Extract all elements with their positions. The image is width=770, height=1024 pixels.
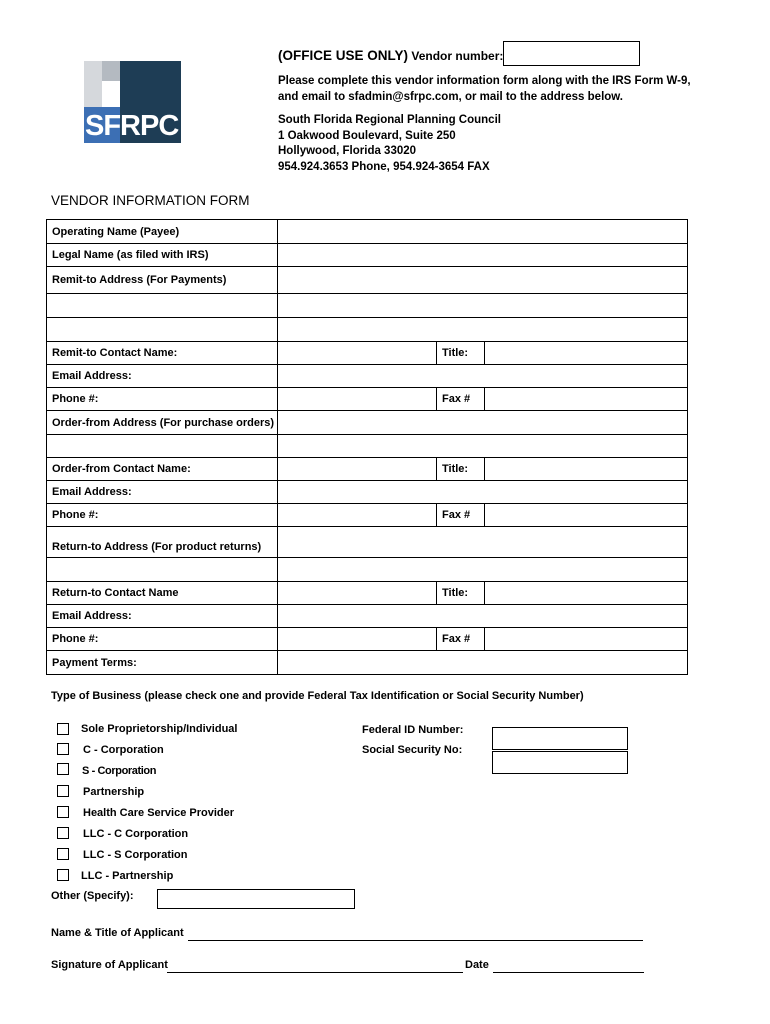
legal-name-field[interactable] bbox=[278, 244, 688, 267]
other-specify-label: Other (Specify): bbox=[51, 890, 134, 902]
return-title-field[interactable] bbox=[485, 582, 688, 605]
row-remit-email bbox=[47, 365, 688, 388]
remit-contact-label: Remit-to Contact Name: bbox=[47, 342, 278, 365]
return-fax-field[interactable] bbox=[485, 628, 688, 651]
option-llc-c-corporation: LLC - C Corporation bbox=[83, 828, 189, 840]
org-address-1: 1 Oakwood Boulevard, Suite 250 bbox=[278, 130, 456, 142]
row-remit-address-2 bbox=[47, 294, 688, 318]
option-s-corporation: S - Corporation bbox=[82, 765, 157, 777]
remit-address-label: Remit-to Address (For Payments) bbox=[47, 267, 278, 294]
option-sole-proprietorship: Sole Proprietorship/Individual bbox=[81, 723, 238, 735]
office-use-only: (OFFICE USE ONLY) bbox=[278, 48, 409, 63]
business-type-heading: Type of Business (please check one and provide Federal Tax Identification or Social Security Number) bbox=[51, 690, 584, 702]
remit-address-field[interactable] bbox=[278, 267, 688, 294]
instructions-line-1: Please complete this vendor information form along with the IRS Form W-9, bbox=[278, 75, 691, 87]
blank-cell bbox=[47, 435, 278, 458]
payment-terms-label: Payment Terms: bbox=[47, 651, 278, 675]
row-payment-terms bbox=[47, 651, 688, 675]
option-llc-s-corporation: LLC - S Corporation bbox=[83, 849, 188, 861]
signature-line[interactable] bbox=[167, 972, 463, 973]
return-phone-label: Phone #: bbox=[47, 628, 278, 651]
row-remit-address bbox=[47, 267, 688, 294]
row-order-address-2 bbox=[47, 435, 688, 458]
instructions-line-2: and email to sfadmin@sfrpc.com, or mail to the address below. bbox=[278, 91, 623, 103]
blank-cell bbox=[47, 294, 278, 318]
option-partnership: Partnership bbox=[83, 786, 145, 798]
row-order-email bbox=[47, 481, 688, 504]
return-address-field[interactable] bbox=[278, 527, 688, 558]
remit-phone-field[interactable] bbox=[278, 388, 437, 411]
office-use-label bbox=[278, 48, 503, 63]
checkbox-llc-s-corporation[interactable] bbox=[57, 848, 69, 860]
name-title-line[interactable] bbox=[188, 940, 643, 941]
order-contact-label: Order-from Contact Name: bbox=[47, 458, 278, 481]
legal-name-label: Legal Name (as filed with IRS) bbox=[47, 244, 278, 267]
checkbox-sole-proprietorship[interactable] bbox=[57, 723, 69, 735]
order-phone-label: Phone #: bbox=[47, 504, 278, 527]
row-operating-name bbox=[47, 220, 688, 244]
vendor-number-field[interactable] bbox=[503, 41, 640, 66]
row-order-phone bbox=[47, 504, 688, 527]
checkbox-llc-c-corporation[interactable] bbox=[57, 827, 69, 839]
row-return-email bbox=[47, 605, 688, 628]
return-phone-field[interactable] bbox=[278, 628, 437, 651]
row-return-address bbox=[47, 527, 688, 558]
blank-cell bbox=[47, 318, 278, 342]
remit-address-field-2[interactable] bbox=[278, 294, 688, 318]
remit-phone-label: Phone #: bbox=[47, 388, 278, 411]
logo-text: SFRPC bbox=[85, 110, 179, 142]
checkbox-partnership[interactable] bbox=[57, 785, 69, 797]
order-address-field[interactable] bbox=[278, 411, 688, 435]
sfrpc-logo bbox=[84, 61, 181, 143]
remit-fax-label: Fax # bbox=[437, 388, 485, 411]
org-phone-fax: 954.924.3653 Phone, 954.924-3654 FAX bbox=[278, 161, 490, 173]
return-address-label: Return-to Address (For product returns) bbox=[47, 527, 278, 558]
federal-id-label: Federal ID Number: bbox=[362, 724, 464, 736]
remit-title-field[interactable] bbox=[485, 342, 688, 365]
operating-name-label: Operating Name (Payee) bbox=[47, 220, 278, 244]
row-order-contact bbox=[47, 458, 688, 481]
remit-contact-field[interactable] bbox=[278, 342, 437, 365]
row-remit-address-3 bbox=[47, 318, 688, 342]
return-address-field-2[interactable] bbox=[278, 558, 688, 582]
row-remit-contact bbox=[47, 342, 688, 365]
remit-fax-field[interactable] bbox=[485, 388, 688, 411]
option-health-care: Health Care Service Provider bbox=[83, 807, 235, 819]
federal-id-field[interactable] bbox=[492, 727, 628, 750]
order-address-field-2[interactable] bbox=[278, 435, 688, 458]
order-email-field[interactable] bbox=[278, 481, 688, 504]
remit-email-label: Email Address: bbox=[47, 365, 278, 388]
option-c-corporation: C - Corporation bbox=[83, 744, 164, 756]
signature-label: Signature of Applicant bbox=[51, 959, 168, 971]
order-email-label: Email Address: bbox=[47, 481, 278, 504]
return-email-field[interactable] bbox=[278, 605, 688, 628]
row-legal-name bbox=[47, 244, 688, 267]
payment-terms-field[interactable] bbox=[278, 651, 688, 675]
row-return-phone bbox=[47, 628, 688, 651]
date-line[interactable] bbox=[493, 972, 644, 973]
return-title-label: Title: bbox=[437, 582, 485, 605]
ssn-field[interactable] bbox=[492, 751, 628, 774]
order-fax-label: Fax # bbox=[437, 504, 485, 527]
order-contact-field[interactable] bbox=[278, 458, 437, 481]
operating-name-field[interactable] bbox=[278, 220, 688, 244]
order-title-label: Title: bbox=[437, 458, 485, 481]
order-fax-field[interactable] bbox=[485, 504, 688, 527]
option-llc-partnership: LLC - Partnership bbox=[81, 870, 174, 882]
order-phone-field[interactable] bbox=[278, 504, 437, 527]
date-label: Date bbox=[465, 959, 489, 971]
return-email-label: Email Address: bbox=[47, 605, 278, 628]
org-address-2: Hollywood, Florida 33020 bbox=[278, 145, 417, 157]
return-contact-label: Return-to Contact Name bbox=[47, 582, 278, 605]
order-address-label: Order-from Address (For purchase orders) bbox=[47, 411, 278, 435]
other-specify-field[interactable] bbox=[157, 889, 355, 909]
remit-email-field[interactable] bbox=[278, 365, 688, 388]
checkbox-health-care[interactable] bbox=[57, 806, 69, 818]
row-order-address bbox=[47, 411, 688, 435]
form-title: VENDOR INFORMATION FORM bbox=[51, 193, 250, 208]
checkbox-llc-partnership[interactable] bbox=[57, 869, 69, 881]
row-return-contact bbox=[47, 582, 688, 605]
ssn-label: Social Security No: bbox=[362, 744, 463, 756]
org-name: South Florida Regional Planning Council bbox=[278, 114, 501, 126]
row-remit-phone bbox=[47, 388, 688, 411]
row-return-address-2 bbox=[47, 558, 688, 582]
vendor-info-table bbox=[46, 219, 688, 675]
remit-address-field-3[interactable] bbox=[278, 318, 688, 342]
remit-title-label: Title: bbox=[437, 342, 485, 365]
blank-cell bbox=[47, 558, 278, 582]
order-title-field[interactable] bbox=[485, 458, 688, 481]
vendor-number-label: Vendor number: bbox=[411, 49, 504, 63]
return-fax-label: Fax # bbox=[437, 628, 485, 651]
checkbox-s-corporation[interactable] bbox=[57, 763, 69, 775]
checkbox-c-corporation[interactable] bbox=[57, 743, 69, 755]
name-title-label: Name & Title of Applicant bbox=[51, 927, 184, 939]
return-contact-field[interactable] bbox=[278, 582, 437, 605]
